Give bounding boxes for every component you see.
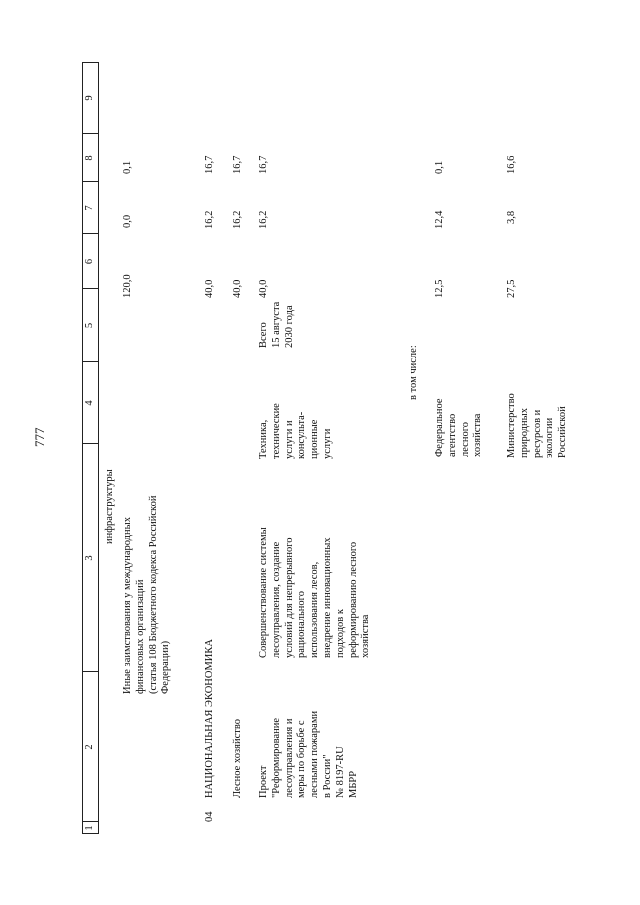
- page-number: 777: [32, 427, 47, 447]
- table-cell: 40,0: [204, 279, 215, 298]
- column-number: 1: [84, 825, 95, 831]
- table-cell: 16,2: [232, 210, 243, 229]
- column-number: 9: [84, 95, 95, 101]
- column-number: 2: [84, 744, 95, 750]
- table-cell: Техника, технические услуги и консульта- ционные услуги: [258, 403, 333, 459]
- table-cell: Проект "Реформирование лесоуправления и меры по борьбе с лесными пожарами в России" № 8197-RU МБРР: [258, 710, 359, 798]
- column-number: 5: [84, 322, 95, 329]
- table-cell: 0,0: [122, 214, 133, 228]
- table-cell: Совершенствование системы лесоуправления, создание условий для непрерывного рационального использования лесов, внедрение инновационных подходов к реформированию лесного хозяйства: [258, 527, 372, 658]
- column-number: 6: [84, 258, 95, 265]
- table-cell: 04: [204, 811, 215, 822]
- table-cell: 40,0: [258, 279, 269, 298]
- column-number: 8: [84, 155, 95, 161]
- table-cell: 3,8: [506, 210, 517, 224]
- table-cell: 0,1: [434, 160, 445, 174]
- table-cell: инфраструктуры: [104, 469, 115, 544]
- table-cell: 27,5: [506, 279, 517, 298]
- table-cell: 40,0: [232, 279, 243, 298]
- table-cell: 16,2: [204, 210, 215, 229]
- table-cell: Федеральное агентство лесного хозяйства: [434, 398, 484, 457]
- column-number: 3: [84, 555, 95, 561]
- table-cell: 16,7: [204, 155, 215, 174]
- table-cell: Лесное хозяйство: [232, 719, 243, 798]
- table-cell: 16,7: [232, 155, 243, 174]
- table-cell: Иные заимствования у международных финансовых организаций (статья 108 Бюджетного кодекса Российской Федерации): [122, 495, 172, 694]
- table-cell: 0,1: [122, 160, 133, 174]
- table-cell: 16,7: [258, 155, 269, 174]
- table-cell: 120,0: [122, 274, 133, 298]
- table-cell: НАЦИОНАЛЬНАЯ ЭКОНОМИКА: [204, 639, 215, 798]
- table-cell: 12,5: [434, 279, 445, 298]
- table-cell: 12,4: [434, 210, 445, 229]
- table-cell: 16,2: [258, 210, 269, 229]
- table-cell: Всего 15 августа 2030 года: [258, 301, 295, 348]
- table-cell: в том числе:: [408, 345, 419, 400]
- column-number: 7: [84, 205, 95, 211]
- column-number: 4: [84, 400, 95, 406]
- table-cell: 16,6: [506, 155, 517, 174]
- header-divider: [98, 62, 99, 834]
- rotated-table: [82, 62, 622, 834]
- table-cell: Министерство природных ресурсов и экологии Российской: [506, 393, 569, 458]
